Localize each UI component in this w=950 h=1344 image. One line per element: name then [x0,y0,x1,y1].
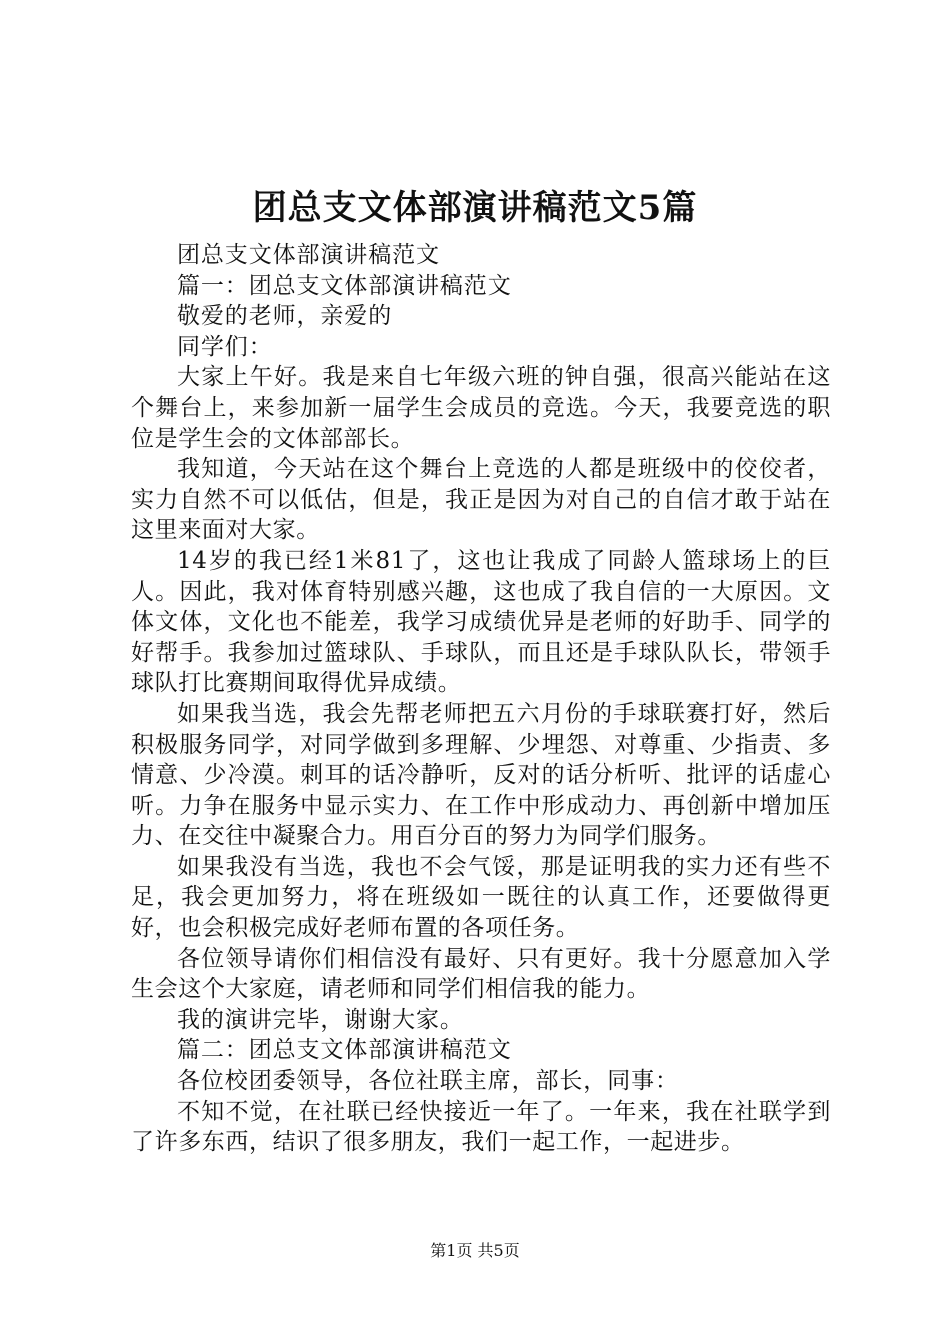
paragraph: 14岁的我已经1米81了，这也让我成了同龄人篮球场上的巨人。因此，我对体育特别感兴趣，这也成了我自信的一大原因。文体文体，文化也不能差，我学习成绩优异是老师的好助手、同学的好帮手。我参加过篮球队、手球队，而且还是手球队队长，带领手球队打比赛期间取得优异成绩。 [131,547,831,697]
paragraph: 大家上午好。我是来自七年级六班的钟自强，很高兴能站在这个舞台上，来参加新一届学生会成员的竞选。今天，我要竞选的职位是学生会的文体部部长。 [131,364,831,452]
document-body [131,240,831,1158]
page-number-footer: 第1页 共5页 [430,1241,520,1260]
paragraph: 敬爱的老师，亲爱的 [177,303,393,330]
paragraph: 如果我当选，我会先帮老师把五六月份的手球联赛打好，然后积极服务同学，对同学做到多理解、少埋怨、对尊重、少指责、多情意、少冷漠。刺耳的话冷静听，反对的话分析听、批评的话虚心听。力争在服务中显示实力、在工作中形成动力、再创新中增加压力、在交往中凝聚合力。用百分百的努力为同学们服务。 [131,700,831,850]
paragraph: 不知不觉，在社联已经快接近一年了。一年来，我在社联学到了许多东西，结识了很多朋友，我们一起工作，一起进步。 [131,1098,831,1156]
paragraph: 团总支文体部演讲稿范文 [177,242,440,268]
paragraph: 篇二：团总支文体部演讲稿范文 [177,1037,512,1064]
paragraph: 各位领导请你们相信没有最好、只有更好。我十分愿意加入学生会这个大家庭，请老师和同学们相信我的能力。 [131,945,831,1003]
paragraph: 我知道，今天站在这个舞台上竞选的人都是班级中的佼佼者，实力自然不可以低估，但是，我正是因为对自己的自信才敢于站在这里来面对大家。 [131,456,831,544]
paragraph: 如果我没有当选，我也不会气馁，那是证明我的实力还有些不足，我会更加努力，将在班级如一既往的认真工作，还要做得更好，也会积极完成好老师布置的各项任务。 [131,853,831,942]
document-title: 团总支文体部演讲稿范文5篇 [252,188,698,228]
paragraph: 篇一：团总支文体部演讲稿范文 [177,272,512,299]
paragraph: 各位校团委领导，各位社联主席，部长，同事： [177,1068,679,1095]
paragraph: 同学们： [177,333,273,360]
paragraph: 我的演讲完毕，谢谢大家。 [177,1006,464,1033]
